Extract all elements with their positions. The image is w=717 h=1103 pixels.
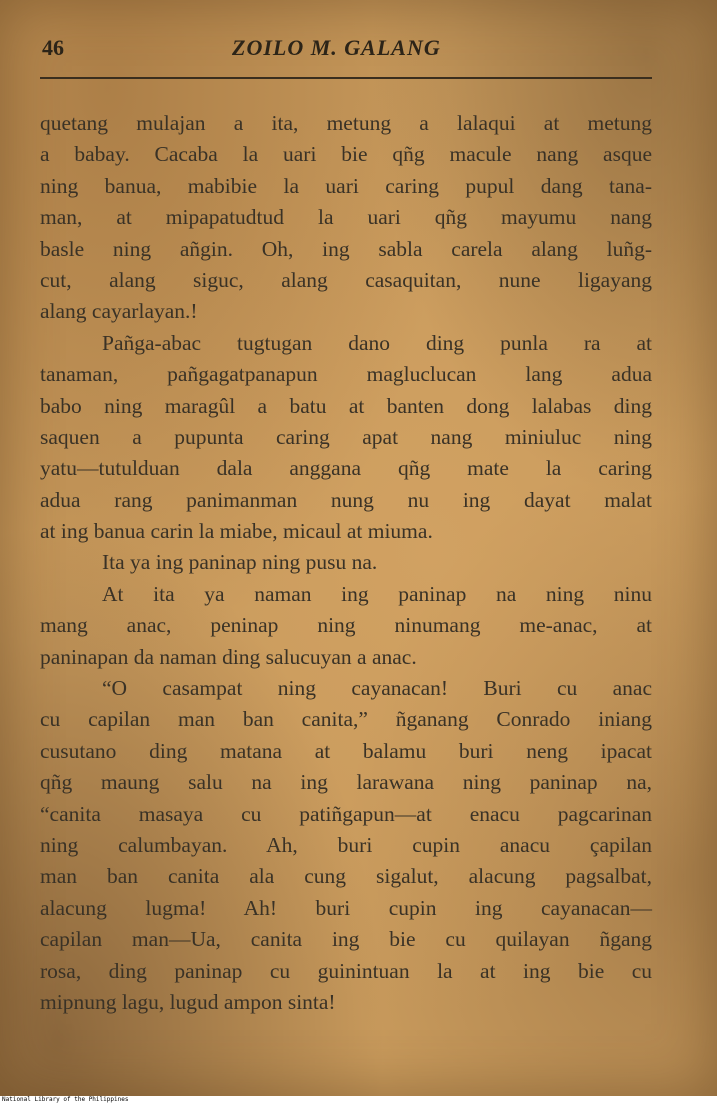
text-line: ning banua, mabibie la uari caring pupul dang tana- bbox=[40, 173, 652, 198]
text-line: At ita ya naman ing paninap na ning ninu bbox=[102, 581, 652, 606]
text-line: mang anac, peninap ning ninumang me-anac, at bbox=[40, 613, 652, 638]
text-line: cut, alang siguc, alang casaquitan, nune ligayang bbox=[40, 267, 652, 292]
text-line: ning calumbayan. Ah, buri cupin anacu çapilan bbox=[40, 832, 652, 857]
text-line: “canita masaya cu patiñgapun—at enacu pagcarinan bbox=[40, 801, 652, 826]
text-line: cu capilan man ban canita,” ñganang Conrado iniang bbox=[40, 707, 652, 732]
page-header bbox=[40, 35, 652, 69]
text-line: tanaman, pañgagatpanapun magluclucan lang adua bbox=[40, 362, 652, 387]
text-line: Pañga-abac tugtugan dano ding punla ra at bbox=[102, 330, 652, 355]
text-line: quetang mulajan a ita, metung a lalaqui at metung bbox=[40, 111, 652, 135]
text-line: man ban canita ala cung sigalut, alacung pagsalbat, bbox=[40, 864, 652, 889]
body-text bbox=[40, 108, 652, 1018]
running-title: ZOILO M. GALANG bbox=[232, 35, 441, 60]
text-line: rosa, ding paninap cu guinintuan la at ing bie cu bbox=[40, 958, 652, 983]
text-line: alacung lugma! Ah! buri cupin ing cayanacan— bbox=[40, 895, 652, 920]
text-line: cusutano ding matana at balamu buri neng ipacat bbox=[40, 738, 652, 763]
text-line: qñg maung salu na ing larawana ning paninap na, bbox=[40, 770, 652, 795]
text-line: “O casampat ning cayanacan! Buri cu anac bbox=[102, 676, 652, 701]
text-line: Ita ya ing paninap ning pusu na. bbox=[102, 550, 378, 575]
text-line: adua rang panimanman nung nu ing dayat malat bbox=[40, 487, 652, 512]
text-line: capilan man—Ua, canita ing bie cu quilayan ñgang bbox=[40, 927, 652, 952]
text-line: alang cayarlayan.! bbox=[40, 299, 198, 324]
text-line: at ing banua carin la miabe, micaul at miuma. bbox=[40, 519, 433, 544]
text-line: basle ning añgin. Oh, ing sabla carela alang luñg- bbox=[40, 236, 652, 261]
text-line: babo ning maragûl a batu at banten dong lalabas ding bbox=[40, 393, 652, 418]
text-line: mipnung lagu, lugud ampon sinta! bbox=[40, 989, 336, 1014]
text-line: paninapan da naman ding salucuyan a anac. bbox=[40, 644, 417, 669]
page-number: 46 bbox=[42, 35, 64, 60]
footer-credit: National Library of the Philippines bbox=[2, 1096, 129, 1103]
header-rule bbox=[40, 77, 652, 79]
text-line: yatu—tutulduan dala anggana qñg mate la caring bbox=[40, 456, 652, 481]
text-line: a babay. Cacaba la uari bie qñg macule nang asque bbox=[40, 142, 652, 167]
text-line: man, at mipapatudtud la uari qñg mayumu nang bbox=[40, 205, 652, 230]
text-line: saquen a pupunta caring apat nang miniuluc ning bbox=[40, 424, 652, 449]
